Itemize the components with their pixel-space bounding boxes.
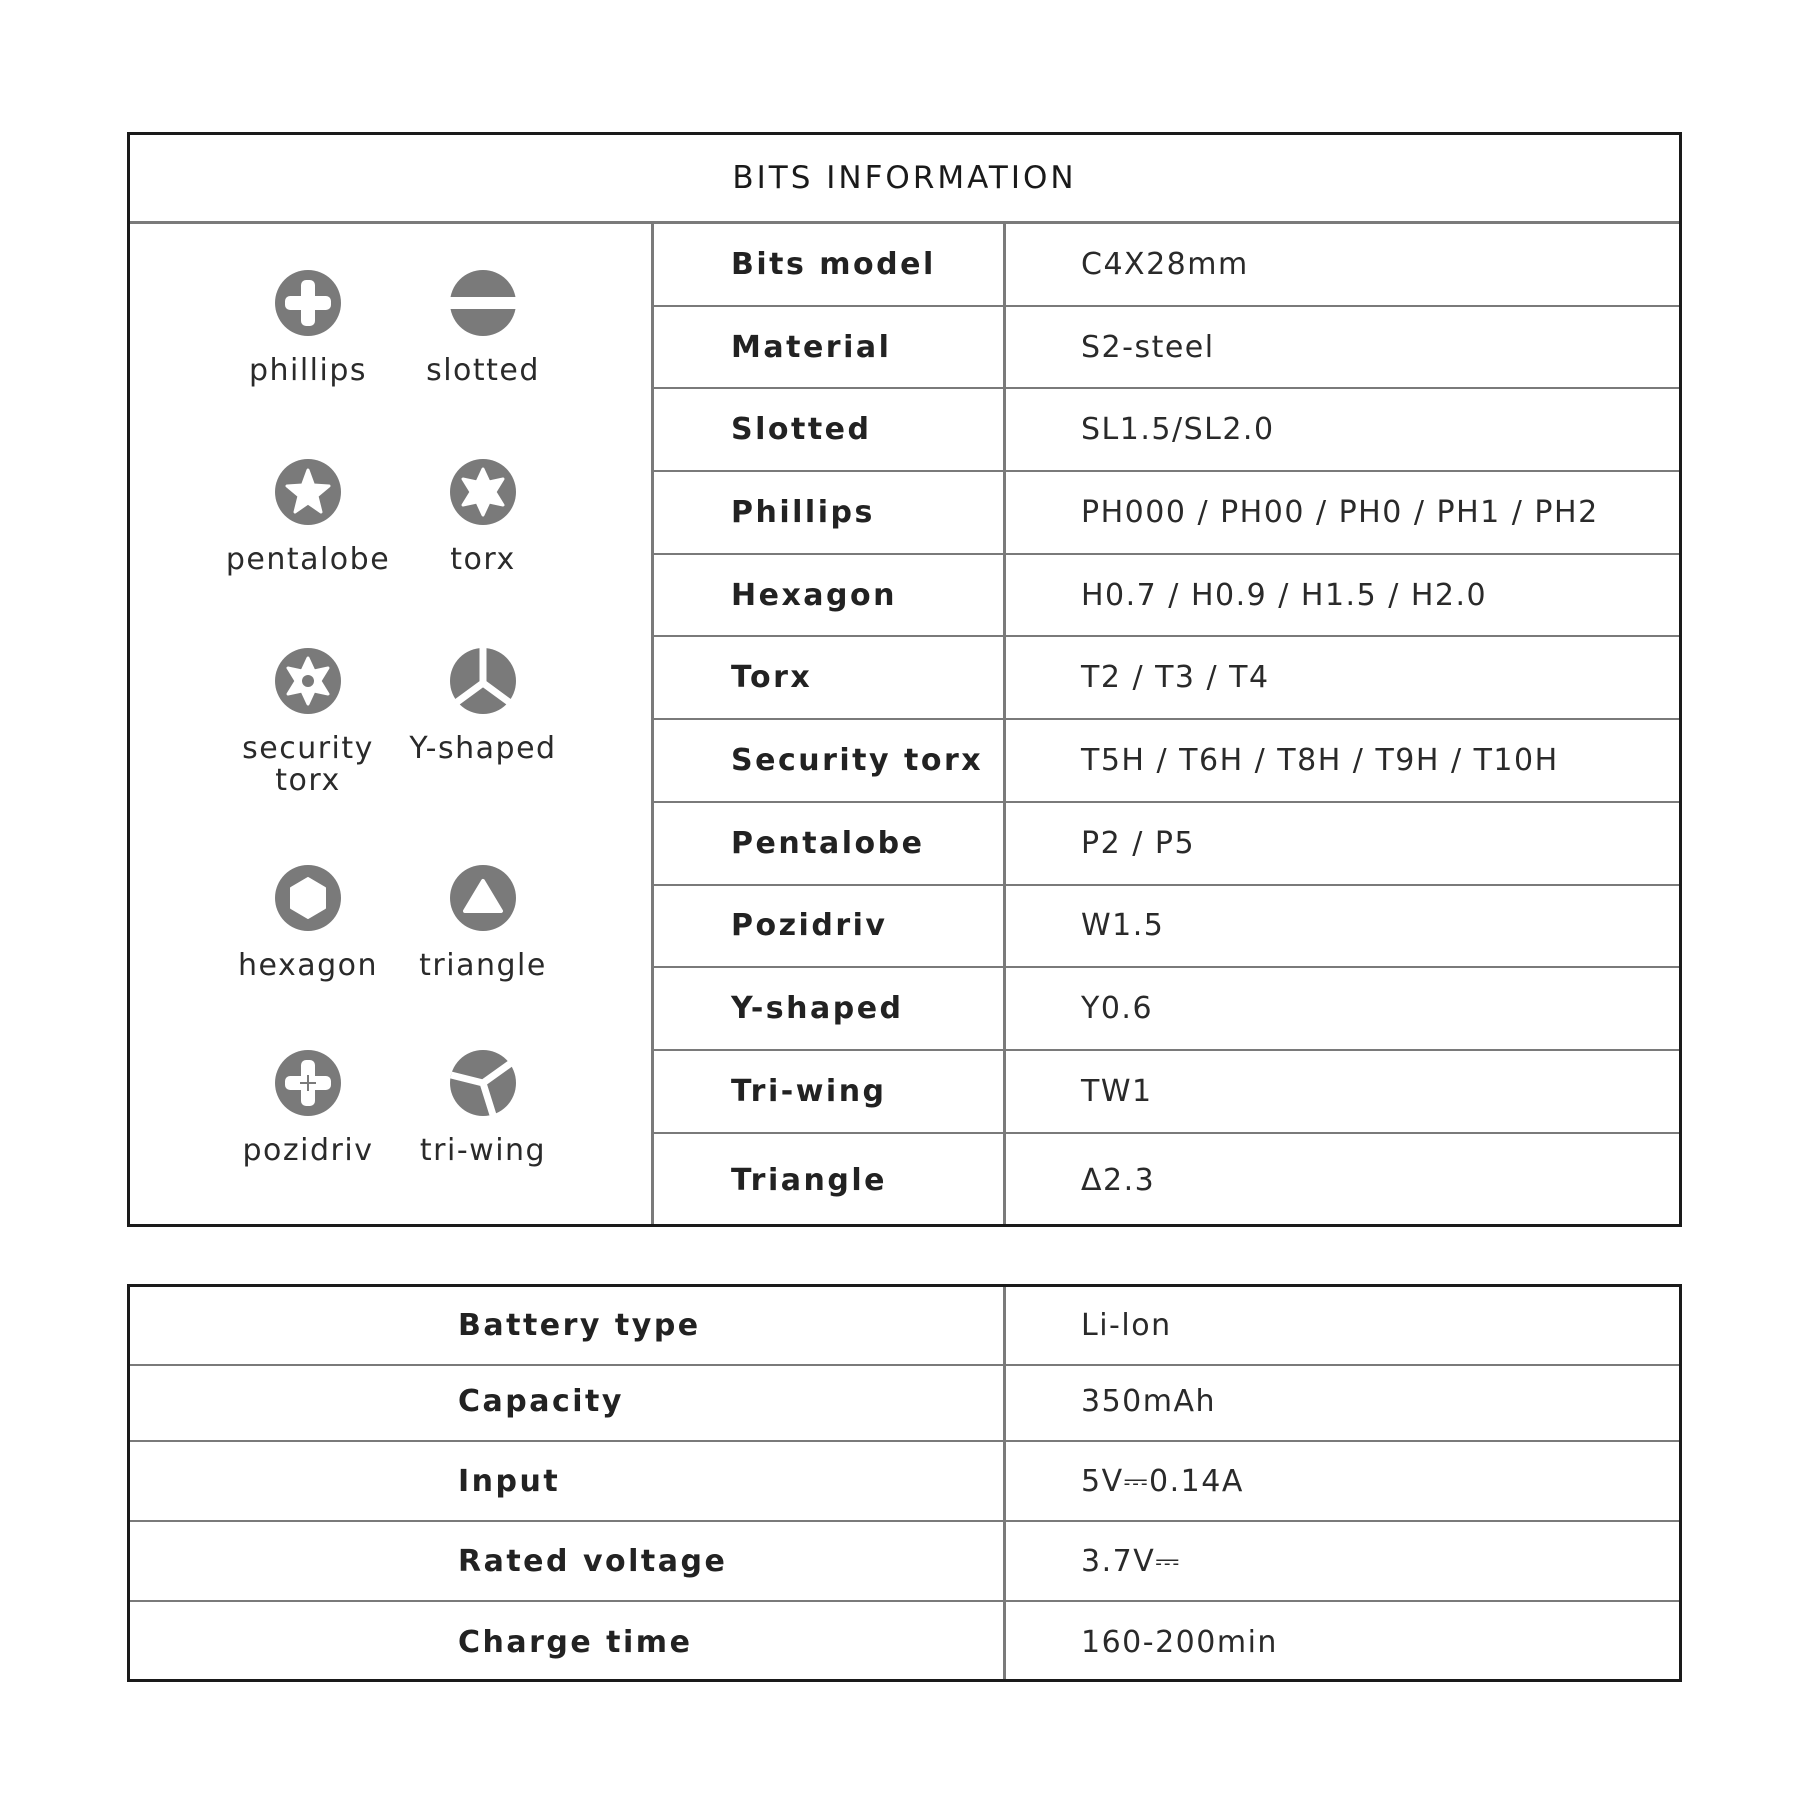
icon-label: Y-shaped [409, 731, 557, 766]
row-key: Tri-wing [731, 1073, 887, 1109]
row-value: 350mAh [1081, 1384, 1217, 1420]
table-row [654, 224, 1679, 307]
row-key: Hexagon [731, 577, 897, 613]
icon-label: phillips [248, 353, 368, 388]
icon-label: triangle [419, 948, 547, 983]
icon-label: tri-wing [419, 1133, 547, 1168]
icon-cell-slotted [388, 269, 578, 387]
table-row [654, 555, 1679, 638]
table-row [130, 1287, 1679, 1366]
table-row [654, 720, 1679, 803]
battery-specs-table [127, 1284, 1682, 1682]
table-row [654, 1051, 1679, 1134]
icon-cell-triangle [388, 864, 578, 982]
bit-icon-grid [130, 224, 654, 1224]
table-row [654, 389, 1679, 472]
icon-cell-security-torx [213, 647, 403, 797]
table-row [654, 307, 1679, 390]
bits-information-table [127, 132, 1682, 1227]
row-value: Δ2.3 [1081, 1162, 1156, 1198]
table-row [654, 968, 1679, 1051]
row-key: Bits model [731, 246, 936, 282]
row-value: W1.5 [1081, 908, 1165, 944]
row-key: Material [731, 329, 892, 365]
icon-cell-tri-wing [388, 1049, 578, 1167]
row-value: T2 / T3 / T4 [1081, 660, 1270, 696]
table-row [654, 472, 1679, 555]
phillips-icon [274, 269, 342, 337]
row-key: Slotted [731, 412, 872, 448]
table-title: BITS INFORMATION [130, 135, 1679, 224]
row-key: Triangle [731, 1162, 887, 1198]
icon-cell-hexagon [213, 864, 403, 982]
hexagon-icon [274, 864, 342, 932]
icon-cell-pentalobe [213, 458, 403, 576]
table-row [654, 803, 1679, 886]
table-row [654, 886, 1679, 969]
icon-label: security torx [242, 731, 374, 798]
torx-icon [449, 458, 517, 526]
icon-label: slotted [426, 353, 540, 388]
pentalobe-icon [274, 458, 342, 526]
row-key: Rated voltage [458, 1544, 728, 1580]
row-value: T5H / T6H / T8H / T9H / T10H [1081, 743, 1559, 779]
tri-wing-icon [449, 1049, 517, 1117]
icon-label: pentalobe [225, 542, 391, 577]
row-value: S2-steel [1081, 329, 1215, 365]
triangle-icon [449, 864, 517, 932]
row-value: 160-200min [1081, 1625, 1278, 1661]
row-key: Input [458, 1464, 561, 1500]
row-key: Pozidriv [731, 908, 888, 944]
row-key: Pentalobe [731, 825, 925, 861]
icon-cell-pozidriv [213, 1049, 403, 1167]
row-key: Torx [731, 660, 813, 696]
row-key: Security torx [731, 743, 984, 779]
row-key: Charge time [458, 1625, 693, 1661]
table-row [654, 638, 1679, 721]
row-key: Y-shaped [731, 991, 904, 1027]
pozidriv-icon [274, 1049, 342, 1117]
table-row [130, 1523, 1679, 1602]
slotted-icon [449, 269, 517, 337]
icon-cell-phillips [213, 269, 403, 387]
row-value: 5V⎓0.14A [1081, 1464, 1244, 1500]
table-row [130, 1443, 1679, 1522]
row-key: Capacity [458, 1384, 624, 1420]
row-value: C4X28mm [1081, 246, 1249, 282]
icon-label: hexagon [238, 948, 378, 983]
row-key: Phillips [731, 494, 875, 530]
row-value: 3.7V⎓ [1081, 1544, 1181, 1580]
table-row [130, 1603, 1679, 1682]
row-value: P2 / P5 [1081, 825, 1196, 861]
table-row [130, 1363, 1679, 1442]
row-key: Battery type [458, 1308, 701, 1344]
row-value: H0.7 / H0.9 / H1.5 / H2.0 [1081, 577, 1488, 613]
table-row [654, 1134, 1679, 1227]
y-shaped-icon [449, 647, 517, 715]
icon-label: torx [450, 542, 516, 577]
security-torx-icon [274, 647, 342, 715]
row-value: PH000 / PH00 / PH0 / PH1 / PH2 [1081, 494, 1599, 530]
row-value: TW1 [1081, 1073, 1153, 1109]
bits-spec-list [654, 224, 1679, 1224]
row-value: Li-lon [1081, 1308, 1172, 1344]
row-value: SL1.5/SL2.0 [1081, 412, 1275, 448]
row-value: Y0.6 [1081, 991, 1154, 1027]
icon-cell-y-shaped [388, 647, 578, 765]
icon-cell-torx [388, 458, 578, 576]
icon-label: pozidriv [242, 1133, 374, 1168]
